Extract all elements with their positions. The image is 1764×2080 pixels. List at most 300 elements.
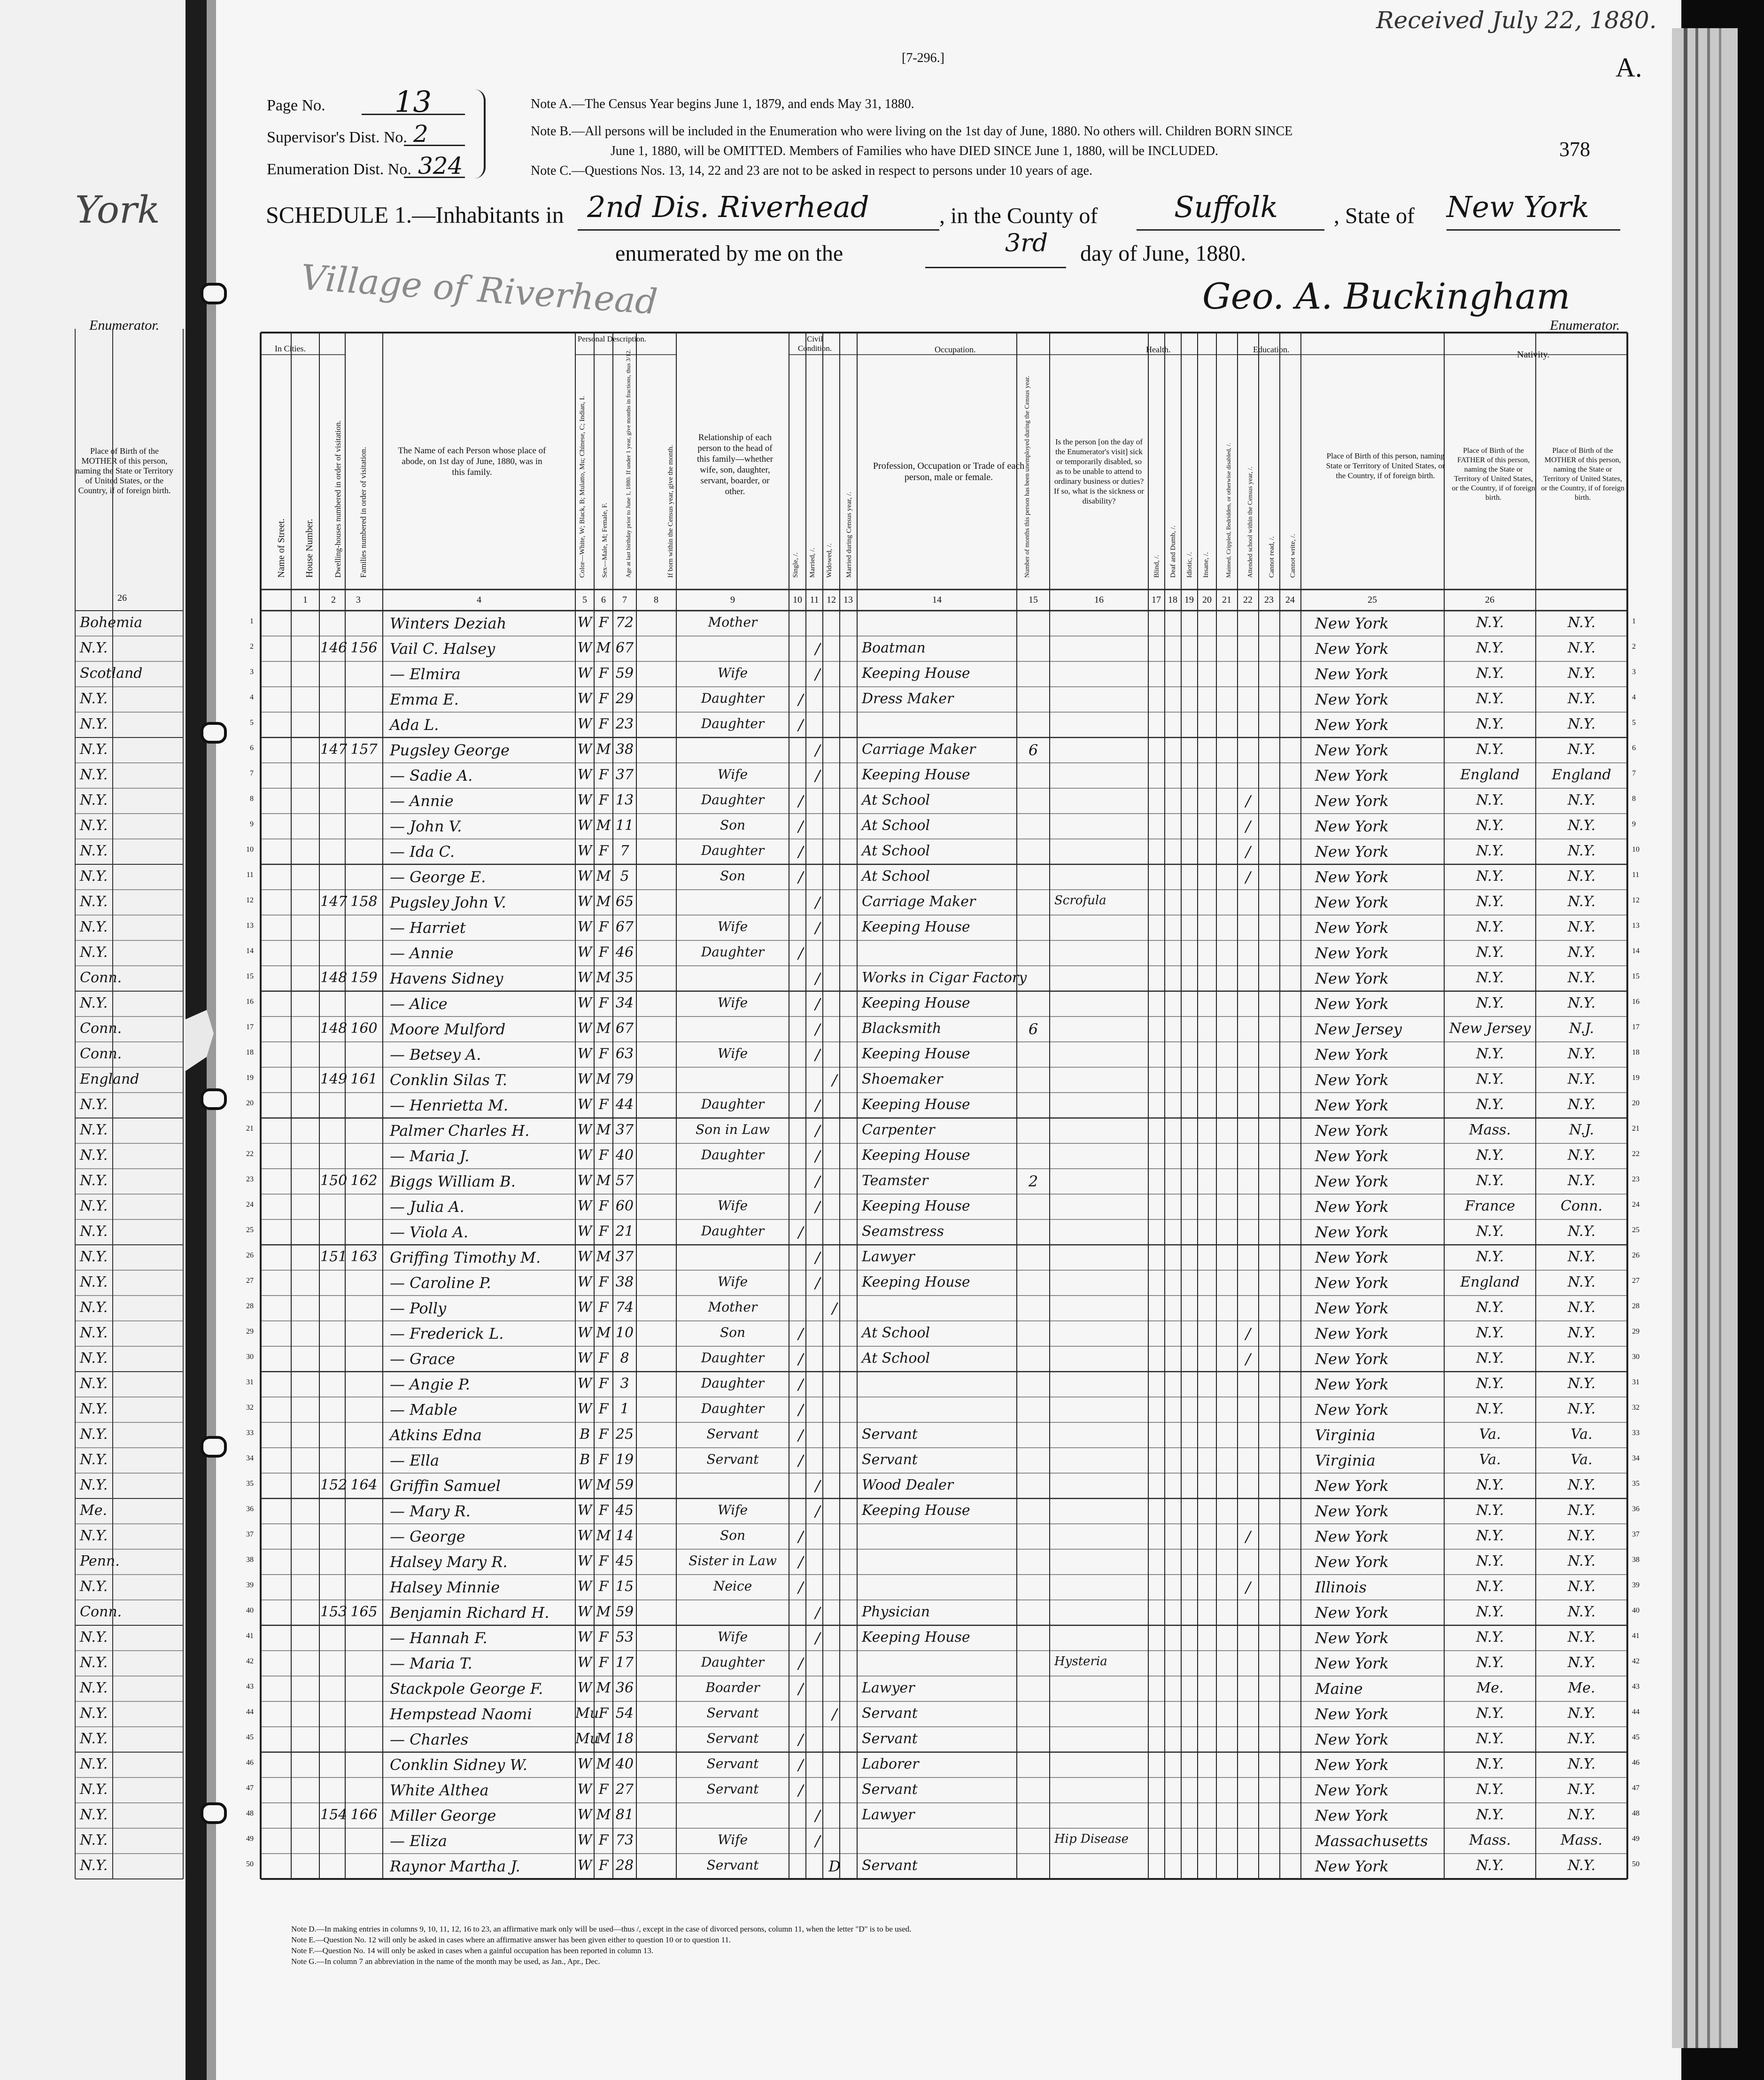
row-number-left: 40 [246, 1607, 254, 1614]
row-number-right: 44 [1632, 1708, 1640, 1716]
row-number-left: 14 [246, 947, 254, 955]
mother-birthplace: N.Y. [1567, 716, 1596, 732]
birthplace-value: New York [1315, 893, 1389, 911]
person-name: — John V. [390, 817, 462, 835]
mother-birthplace: N.Y. [1567, 1807, 1596, 1823]
person-name: — George [390, 1528, 465, 1545]
header-school: Attended school within the Census year, /. [1247, 466, 1254, 578]
header-insane: Insane, /. [1202, 552, 1210, 578]
occupation-value: Teamster [862, 1172, 928, 1189]
occupation-value: Laborer [862, 1756, 919, 1772]
row-number-left: 36 [246, 1505, 254, 1513]
civil-condition-mark: / [798, 1401, 804, 1419]
father-birthplace: N.Y. [1476, 1502, 1504, 1519]
row-number-right: 16 [1632, 998, 1640, 1006]
age-value: 46 [615, 944, 634, 961]
age-value: 57 [615, 1172, 634, 1189]
father-birthplace: England [1460, 1274, 1520, 1290]
sex-value: F [598, 1096, 609, 1113]
color-value: W [577, 1046, 592, 1062]
mother-birthplace: N.Y. [1567, 1325, 1596, 1341]
row-number-left: 18 [246, 1048, 254, 1056]
birthplace-value: New York [1315, 1553, 1389, 1571]
row-number-left: 13 [246, 922, 254, 930]
mother-birthplace: N.Y. [1567, 1731, 1596, 1747]
birthplace-value: New York [1315, 640, 1389, 658]
father-birthplace: N.Y. [1476, 1604, 1504, 1620]
relationship-value: Daughter [701, 1375, 765, 1391]
school-mark: / [1246, 868, 1251, 886]
sex-value: F [598, 716, 609, 732]
row-number-right: 1 [1632, 617, 1636, 625]
left-page-mother-pob: Conn. [80, 1604, 122, 1620]
occupation-value: Keeping House [862, 665, 970, 682]
group-nativity: Nativity. [1517, 349, 1550, 360]
row-number-right: 20 [1632, 1099, 1640, 1107]
color-value: W [577, 1502, 592, 1519]
left-page-mother-pob: N.Y. [80, 1172, 108, 1189]
birthplace-value: New Jersey [1315, 1020, 1402, 1038]
color-value: W [577, 1122, 592, 1138]
person-name: Conklin Silas T. [390, 1071, 507, 1089]
row-number-right: 13 [1632, 922, 1640, 930]
civil-condition-mark: / [815, 1249, 820, 1266]
row-number-left: 2 [250, 643, 254, 651]
row-number-right: 42 [1632, 1657, 1640, 1665]
header-occupation: Profession, Occupation or Trade of each person, male or female. [873, 461, 1025, 482]
occupation-value: At School [862, 817, 930, 834]
row-number-right: 23 [1632, 1175, 1640, 1183]
row-number-left: 8 [250, 795, 254, 803]
mother-birthplace: N.Y. [1567, 1274, 1596, 1290]
civil-condition-mark: / [815, 1046, 820, 1063]
age-value: 59 [615, 1477, 634, 1493]
sex-value: F [598, 614, 609, 631]
row-number-left: 38 [246, 1556, 254, 1564]
left-page-mother-pob: N.Y. [80, 1375, 108, 1392]
dwelling-number: 150 [320, 1172, 348, 1189]
column-number: 20 [1202, 595, 1212, 605]
mother-birthplace: N.J. [1569, 1122, 1594, 1138]
father-birthplace: N.Y. [1476, 893, 1504, 910]
header-relationship: Relationship of each person to the head of this family—whether wife, son, daughter, servant, boarder, or other. [697, 433, 773, 497]
color-value: W [577, 1857, 592, 1874]
row-number-left: 37 [246, 1530, 254, 1538]
relationship-value: Wife [717, 995, 748, 1010]
dwelling-number: 153 [320, 1604, 348, 1620]
left-page-mother-pob: N.Y. [80, 1477, 108, 1493]
header-name: The Name of each Person whose place of abode, on 1st day of June, 1880, was in this family. [398, 446, 546, 477]
birthplace-value: New York [1315, 1249, 1389, 1266]
father-birthplace: N.Y. [1476, 640, 1504, 656]
left-page-mother-pob: N.Y. [80, 1096, 108, 1113]
color-value: W [577, 893, 592, 910]
civil-condition-mark: / [815, 995, 820, 1013]
occupation-value: Lawyer [862, 1680, 915, 1696]
age-value: 59 [615, 665, 634, 682]
header-bracket [474, 89, 486, 179]
color-value: B [579, 1426, 590, 1443]
father-birthplace: N.Y. [1476, 614, 1504, 631]
birthplace-value: New York [1315, 868, 1389, 886]
page-number-line [362, 114, 465, 115]
father-birthplace: N.Y. [1476, 1731, 1504, 1747]
mother-birthplace: N.Y. [1567, 1654, 1596, 1671]
father-birthplace: N.Y. [1476, 1071, 1504, 1087]
person-name: — Angie P. [390, 1375, 470, 1393]
relationship-value: Son in Law [695, 1122, 770, 1137]
person-name: — Annie [390, 944, 454, 962]
day-line [925, 267, 1066, 268]
age-value: 81 [615, 1807, 634, 1823]
mother-birthplace: N.Y. [1567, 1477, 1596, 1493]
age-value: 5 [620, 868, 629, 885]
father-birthplace: N.Y. [1476, 1046, 1504, 1062]
mother-birthplace: N.Y. [1567, 919, 1596, 935]
left-page-mother-pob: N.Y. [80, 843, 108, 859]
birthplace-value: New York [1315, 1325, 1389, 1343]
mother-birthplace: N.Y. [1567, 1781, 1596, 1798]
left-page-mother-pob: N.Y. [80, 1350, 108, 1366]
row-number-left: 19 [246, 1074, 254, 1082]
age-value: 67 [615, 1020, 634, 1037]
person-name: Pugsley George [390, 741, 510, 759]
row-number-left: 47 [246, 1784, 254, 1792]
mother-birthplace: N.Y. [1567, 1147, 1596, 1164]
row-number-right: 50 [1632, 1860, 1640, 1868]
column-number: 26 [1485, 595, 1494, 605]
father-birthplace: N.Y. [1476, 1401, 1504, 1417]
relationship-value: Daughter [701, 1654, 765, 1670]
civil-condition-mark: D [828, 1857, 841, 1875]
person-name: — Mable [390, 1401, 457, 1419]
sex-value: F [598, 919, 609, 935]
header-family: Families numbered in order of visitation. [359, 447, 368, 578]
person-name: — Charles [390, 1731, 469, 1748]
person-name: Havens Sidney [390, 970, 503, 987]
relationship-value: Daughter [701, 1147, 765, 1163]
row-number-left: 34 [246, 1454, 254, 1462]
sex-value: M [596, 970, 611, 986]
civil-condition-mark: / [798, 868, 804, 886]
age-value: 35 [615, 970, 634, 986]
occupation-value: Keeping House [862, 1274, 970, 1290]
mother-birthplace: N.Y. [1567, 640, 1596, 656]
age-value: 65 [615, 893, 634, 910]
civil-condition-mark: / [798, 1781, 804, 1799]
supervisor-dist-label: Supervisor's Dist. No. [267, 129, 407, 146]
row-number-right: 8 [1632, 795, 1636, 803]
civil-condition-mark: / [815, 970, 820, 987]
school-mark: / [1246, 1528, 1251, 1545]
age-value: 38 [615, 741, 634, 758]
family-number: 159 [350, 970, 378, 986]
note-a: Note A.—The Census Year begins June 1, 1879, and ends May 31, 1880. [531, 97, 914, 111]
age-value: 67 [615, 919, 634, 935]
color-value: W [577, 1020, 592, 1037]
mother-birthplace: England [1552, 767, 1611, 783]
person-name: — Alice [390, 995, 448, 1013]
age-value: 37 [615, 1249, 634, 1265]
color-value: B [579, 1451, 590, 1468]
header-sickness: Is the person [on the day of the Enumerator's visit] sick or temporarily disabled, so as to be unable to attend to ordinary business or duties? If so, what is the sickness or disability? [1053, 437, 1145, 505]
relationship-value: Daughter [701, 1096, 765, 1112]
column-number: 24 [1285, 595, 1295, 605]
person-name: — Harriet [390, 919, 466, 937]
color-value: W [577, 944, 592, 961]
left-page-mother-pob: Me. [80, 1502, 108, 1519]
row-number-right: 45 [1632, 1733, 1640, 1741]
left-page-mother-pob: N.Y. [80, 1731, 108, 1747]
color-value: W [577, 1832, 592, 1848]
row-number-right: 37 [1632, 1530, 1640, 1538]
birthplace-value: New York [1315, 1147, 1389, 1165]
color-value: W [577, 1654, 592, 1671]
birthplace-value: New York [1315, 843, 1389, 861]
left-page-mother-pob: N.Y. [80, 1781, 108, 1798]
civil-condition-mark: / [798, 716, 804, 734]
sex-value: M [596, 893, 611, 910]
civil-condition-mark: / [832, 1705, 837, 1723]
color-value: W [577, 1071, 592, 1087]
color-value: W [577, 843, 592, 859]
birthplace-value: New York [1315, 970, 1389, 987]
header-married: Married, /. [809, 548, 816, 578]
mother-birthplace: N.Y. [1567, 665, 1596, 682]
relationship-value: Boarder [705, 1680, 760, 1695]
dwelling-number: 151 [320, 1249, 348, 1265]
row-number-left: 28 [246, 1302, 254, 1310]
sex-value: M [596, 1731, 611, 1747]
birthplace-value: New York [1315, 1807, 1389, 1824]
note-c: Note C.—Questions Nos. 13, 14, 22 and 23 are not to be asked in respect to persons under 10 years of age. [531, 163, 1092, 178]
left-page-mother-pob: N.Y. [80, 1223, 108, 1240]
family-number: 158 [350, 893, 378, 910]
birthplace-value: New York [1315, 665, 1389, 683]
column-number: 18 [1168, 595, 1177, 605]
father-birthplace: N.Y. [1476, 1553, 1504, 1569]
color-value: W [577, 1807, 592, 1823]
father-birthplace: N.Y. [1476, 843, 1504, 859]
left-page-mother-pob: Conn. [80, 970, 122, 986]
family-number: 164 [350, 1477, 378, 1493]
row-number-right: 24 [1632, 1201, 1640, 1209]
age-value: 40 [615, 1756, 634, 1772]
age-value: 34 [615, 995, 634, 1011]
sex-value: F [598, 1401, 609, 1417]
mother-birthplace: N.J. [1569, 1020, 1594, 1037]
occupation-value: Servant [862, 1731, 918, 1747]
group-personal: Personal Description. [577, 334, 647, 343]
left-page-mother-pob: N.Y. [80, 1122, 108, 1138]
district-line [578, 229, 939, 231]
supervisor-dist-value: 2 [413, 120, 428, 147]
row-number-left: 49 [246, 1835, 254, 1843]
age-value: 37 [615, 1122, 634, 1138]
dwelling-number: 152 [320, 1477, 348, 1493]
sex-value: F [598, 1832, 609, 1848]
dwelling-number: 147 [320, 893, 348, 910]
sex-value: F [598, 995, 609, 1011]
left-page-mother-pob: N.Y. [80, 1705, 108, 1722]
mother-birthplace: Mass. [1561, 1832, 1602, 1848]
left-page-mother-pob: N.Y. [80, 1325, 108, 1341]
row-number-right: 2 [1632, 643, 1636, 651]
row-number-right: 39 [1632, 1581, 1640, 1589]
header-married-year: Married during Census year, /. [845, 492, 853, 578]
dwelling-number: 154 [320, 1807, 348, 1823]
column-number: 4 [477, 595, 481, 605]
left-page-mother-pob: England [80, 1071, 139, 1087]
age-value: 11 [615, 817, 634, 834]
column-number: 17 [1152, 595, 1161, 605]
color-value: W [577, 868, 592, 885]
district-value: 2nd Dis. Riverhead [587, 190, 869, 224]
row-number-left: 24 [246, 1201, 254, 1209]
person-name: — Eliza [390, 1832, 447, 1850]
civil-condition-mark: / [798, 1325, 804, 1343]
row-number-left: 48 [246, 1809, 254, 1817]
header-age: Age at last birthday prior to June 1, 1880. If under 1 year, give months in fractions, thus 3/12. [625, 349, 632, 578]
color-value: W [577, 1223, 592, 1240]
sex-value: F [598, 691, 609, 707]
mother-birthplace: N.Y. [1567, 1553, 1596, 1569]
row-number-left: 25 [246, 1226, 254, 1234]
occupation-value: Servant [862, 1857, 918, 1874]
mother-birthplace: N.Y. [1567, 1604, 1596, 1620]
sex-value: F [598, 1654, 609, 1671]
person-name: — Julia A. [390, 1198, 464, 1216]
person-name: Conklin Sidney W. [390, 1756, 527, 1774]
birthplace-value: New York [1315, 1046, 1389, 1063]
birthplace-value: New York [1315, 1172, 1389, 1190]
color-value: W [577, 919, 592, 935]
occupation-value: Keeping House [862, 1502, 970, 1519]
left-page-mother-pob: N.Y. [80, 1680, 108, 1696]
relationship-value: Daughter [701, 944, 765, 960]
birthplace-value: Massachusetts [1315, 1832, 1428, 1850]
father-birthplace: N.Y. [1476, 1096, 1504, 1113]
person-name: — Annie [390, 792, 454, 810]
row-number-right: 27 [1632, 1277, 1640, 1285]
page-number-value: 13 [395, 85, 432, 119]
father-birthplace: N.Y. [1476, 1756, 1504, 1772]
footnote: Note G.—In column 7 an abbreviation in the name of the month may be used, as Jan., Apr., Dec. [291, 1957, 600, 1966]
occupation-value: Carpenter [862, 1122, 935, 1138]
left-page-mother-pob: N.Y. [80, 691, 108, 707]
person-name: Hempstead Naomi [390, 1705, 532, 1723]
father-birthplace: N.Y. [1476, 1249, 1504, 1265]
person-name: White Althea [390, 1781, 489, 1799]
column-number: 14 [932, 595, 942, 605]
mother-birthplace: N.Y. [1567, 1502, 1596, 1519]
sex-value: M [596, 1807, 611, 1823]
sex-value: M [596, 1604, 611, 1620]
birthplace-value: Virginia [1315, 1451, 1376, 1469]
left-page-state-fragment: York [75, 188, 160, 232]
person-name: Miller George [390, 1807, 496, 1824]
civil-condition-mark: / [798, 792, 804, 810]
age-value: 25 [615, 1426, 634, 1443]
school-mark: / [1246, 1325, 1251, 1343]
left-page-mother-pob: N.Y. [80, 716, 108, 732]
occupation-value: Servant [862, 1426, 918, 1443]
left-page-mother-pob: N.Y. [80, 1249, 108, 1265]
father-birthplace: Va. [1479, 1451, 1501, 1468]
occupation-value: Wood Dealer [862, 1477, 954, 1493]
day-label: day of June, 1880. [1080, 241, 1246, 266]
occupation-value: Keeping House [862, 995, 970, 1011]
relationship-value: Mother [708, 614, 758, 630]
birthplace-value: New York [1315, 1857, 1389, 1875]
row-number-left: 32 [246, 1404, 254, 1412]
father-birthplace: N.Y. [1476, 1654, 1504, 1671]
color-value: W [577, 1578, 592, 1595]
group-occupation: Occupation. [935, 345, 976, 354]
left-page-mother-pob: N.Y. [80, 1198, 108, 1214]
months-unemployed: 6 [1028, 1020, 1038, 1038]
enumeration-line [404, 177, 465, 178]
occupation-value: Keeping House [862, 919, 970, 935]
civil-condition-mark: / [798, 944, 804, 962]
sex-value: F [598, 1147, 609, 1164]
father-birthplace: N.Y. [1476, 1705, 1504, 1722]
color-value: W [577, 640, 592, 656]
person-name: — Caroline P. [390, 1274, 491, 1292]
age-value: 74 [615, 1299, 634, 1316]
civil-condition-mark: / [815, 1147, 820, 1165]
birthplace-value: New York [1315, 792, 1389, 810]
column-number: 10 [793, 595, 802, 605]
occupation-value: At School [862, 1350, 930, 1366]
relationship-value: Wife [717, 1274, 748, 1289]
row-number-right: 4 [1632, 693, 1636, 701]
left-page-mother-pob: N.Y. [80, 995, 108, 1011]
sex-value: M [596, 1477, 611, 1493]
birthplace-value: New York [1315, 1756, 1389, 1774]
left-page-mother-pob: N.Y. [80, 640, 108, 656]
row-number-right: 36 [1632, 1505, 1640, 1513]
age-value: 73 [615, 1832, 634, 1848]
left-page-mother-pob: N.Y. [80, 1807, 108, 1823]
birthplace-value: New York [1315, 1604, 1389, 1622]
age-value: 27 [615, 1781, 634, 1798]
left-page-mother-pob: N.Y. [80, 1528, 108, 1544]
left-page-mother-pob: N.Y. [80, 741, 108, 758]
county-value: Suffolk [1174, 190, 1278, 224]
person-name: — Henrietta M. [390, 1096, 508, 1114]
left-page-mother-pob: Scotland [80, 665, 143, 682]
civil-condition-mark: / [832, 1071, 837, 1089]
sex-value: F [598, 1857, 609, 1874]
occupation-value: Servant [862, 1705, 918, 1722]
father-birthplace: N.Y. [1476, 1350, 1504, 1366]
mother-birthplace: N.Y. [1567, 1375, 1596, 1392]
civil-condition-mark: / [815, 1172, 820, 1190]
age-value: 14 [615, 1528, 634, 1544]
row-number-left: 12 [246, 896, 254, 904]
left-page-col-header: Place of Birth of the MOTHER of this person, naming the State or Territory of United States, or the Country, if of foreign birth. [75, 446, 174, 495]
father-birthplace: N.Y. [1476, 792, 1504, 808]
row-number-left: 35 [246, 1480, 254, 1488]
civil-condition-mark: / [798, 1680, 804, 1698]
row-number-right: 3 [1632, 668, 1636, 676]
relationship-value: Wife [717, 1198, 748, 1213]
birthplace-value: New York [1315, 1401, 1389, 1419]
birthplace-value: New York [1315, 1629, 1389, 1647]
mother-birthplace: N.Y. [1567, 1223, 1596, 1240]
civil-condition-mark: / [815, 1807, 820, 1824]
